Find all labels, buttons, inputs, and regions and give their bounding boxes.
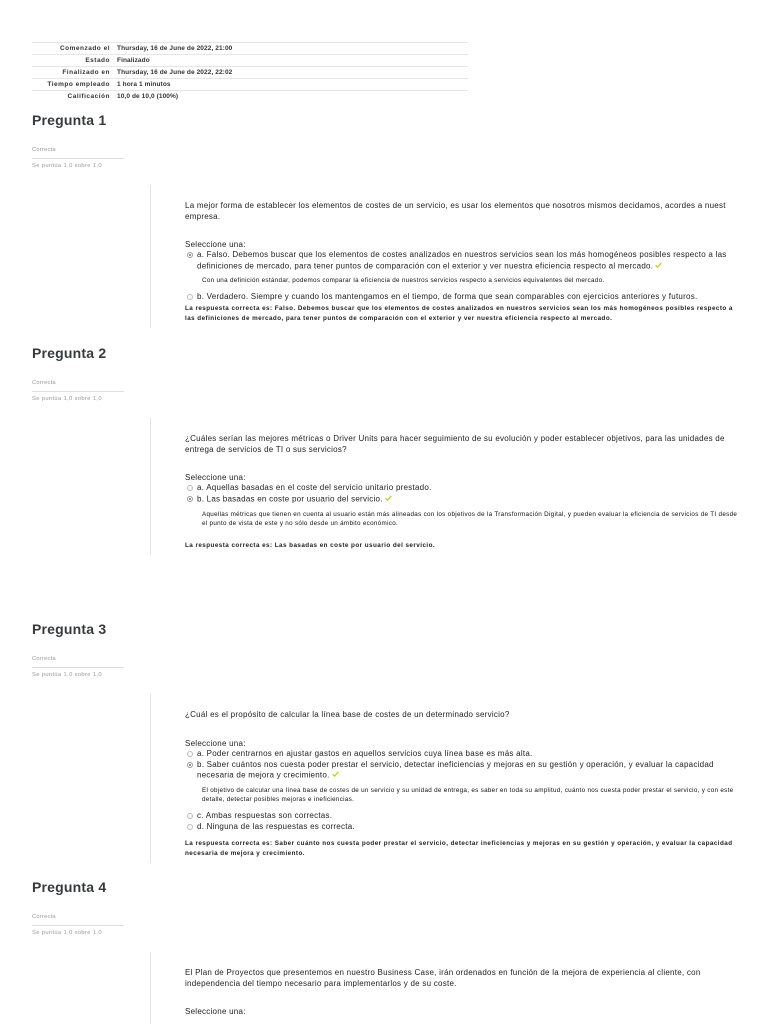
- right-answer: La respuesta correcta es: Saber cuánto nos cuesta poder prestar el servicio, detectar ineficiencias y mejoras en su gestión y operación, y evaluar la capacidad necesaria de mejora y crecimiento.: [185, 840, 733, 858]
- answer-prompt: Seleccione una:: [185, 1007, 246, 1016]
- option-feedback: El objetivo de calcular una línea base de costes de un servicio y su unidad de entrega, es saber en toda su amplitud, cuánto nos cuesta poder prestar el servicio, y con este detalle, detectar posibles mejoras e ineficiencias.: [202, 786, 734, 804]
- question-grade: Se puntúa 1,0 sobre 1,0: [32, 930, 102, 936]
- option-label-wrap: [197, 760, 742, 781]
- question-text: ¿Cuál es el propósito de calcular la línea base de costes de un determinado servicio?: [185, 710, 510, 719]
- question-content: [150, 694, 742, 863]
- option-label: b. Saber cuántos nos cuesta poder prestar el servicio, detectar ineficiencias y mejoras en su gestión y operación, y evaluar la capacidad necesaria de mejora y crecimiento.: [197, 759, 714, 780]
- option-a[interactable]: [185, 483, 742, 494]
- summary-row-finished: [32, 66, 468, 78]
- question-text: El Plan de Proyectos que presentemos en nuestro Business Case, irán ordenados en función de la mejora de experiencia al cliente, con independencia del tiempo necesario para implementarlos y de su coste.: [185, 968, 701, 988]
- summary-value: Thursday, 16 de June de 2022, 21:00: [117, 45, 233, 52]
- radio-button[interactable]: [187, 252, 193, 258]
- radio-button[interactable]: [187, 485, 193, 491]
- question-state: Correcta: [32, 914, 56, 920]
- summary-row-grade: [32, 90, 468, 102]
- option-b[interactable]: [185, 292, 742, 303]
- radio-button[interactable]: [187, 294, 193, 300]
- question-info-divider: [32, 391, 124, 392]
- question-grade: Se puntúa 1,0 sobre 1,0: [32, 672, 102, 678]
- radio-button[interactable]: [187, 824, 193, 830]
- question-heading: Pregunta 4: [32, 879, 107, 895]
- summary-value: Thursday, 16 de June de 2022, 22:02: [117, 69, 233, 76]
- radio-button[interactable]: [187, 813, 193, 819]
- question-content: [150, 185, 742, 328]
- option-label: c. Ambas respuestas son correctas.: [197, 810, 333, 820]
- summary-label: Comenzado el: [59, 45, 110, 52]
- option-label: a. Aquellas basadas en el coste del servicio unitario prestado.: [197, 483, 432, 492]
- summary-label: Tiempo empleado: [47, 81, 110, 88]
- question-grade: Se puntúa 1,0 sobre 1,0: [32, 163, 102, 169]
- check-icon: [385, 494, 392, 505]
- question-content: [150, 418, 742, 555]
- question-info-divider: [32, 925, 124, 926]
- option-c[interactable]: [185, 811, 742, 822]
- summary-row-time-taken: [32, 78, 468, 90]
- answer-prompt: Seleccione una:: [185, 473, 246, 482]
- right-answer: La respuesta correcta es: Falso. Debemos buscar que los elementos de costes analizados en nuestros servicios sean los más homogéneos posibles respecto a las definiciones de mercado, para tener puntos de comparación con el exterior y ver nuestra eficiencia respecto al mercado.: [185, 305, 733, 323]
- option-label: b. Las basadas en coste por usuario del servicio.: [197, 494, 383, 504]
- radio-button[interactable]: [187, 496, 193, 502]
- summary-value: Finalizado: [117, 57, 150, 64]
- option-label: a. Poder centrarnos en ajustar gastos en aquellos servicios cuya línea base es más alta.: [197, 748, 533, 758]
- summary-label: Estado: [85, 57, 110, 64]
- right-answer: La respuesta correcta es: Las basadas en coste por usuario del servicio.: [185, 541, 436, 549]
- summary-label: Finalizado en: [62, 69, 110, 76]
- question-content: [150, 952, 742, 1024]
- option-b[interactable]: [185, 494, 742, 505]
- question-grade: Se puntúa 1,0 sobre 1,0: [32, 396, 102, 402]
- radio-button[interactable]: [187, 751, 193, 757]
- question-state: Correcta: [32, 656, 56, 662]
- option-a[interactable]: [185, 749, 742, 760]
- radio-button[interactable]: [187, 762, 193, 768]
- summary-value: 1 hora 1 minutos: [117, 81, 171, 88]
- question-text: La mejor forma de establecer los elementos de costes de un servicio, es usar los elementos que nosotros mismos decidamos, acordes a nuest empresa.: [185, 201, 726, 221]
- option-label: a. Falso. Debemos buscar que los elementos de costes analizados en nuestros servicios sean los más homogéneos posibles respecto a las definiciones de mercado, para tener puntos de comparación con el exterior y ver nuestra eficiencia respecto al mercado.: [197, 250, 727, 270]
- option-label: b. Verdadero. Siempre y cuando los mantengamos en el tiempo, de forma que sean comparables con ejercicios anteriores y futuros.: [197, 291, 698, 301]
- question-info-divider: [32, 158, 124, 159]
- question-heading: Pregunta 1: [32, 112, 107, 128]
- summary-value: 10,0 de 10,0 (100%): [117, 93, 179, 100]
- answer-prompt: Seleccione una:: [185, 738, 246, 748]
- question-state: Correcta: [32, 147, 56, 153]
- option-d[interactable]: [185, 822, 742, 833]
- option-b[interactable]: [185, 760, 742, 781]
- question-heading: Pregunta 3: [32, 621, 107, 637]
- question-state: Correcta: [32, 380, 56, 386]
- question-heading: Pregunta 2: [32, 345, 107, 361]
- summary-row-started: [32, 42, 468, 54]
- option-a[interactable]: [185, 250, 742, 271]
- option-feedback: Con una definición estándar, podemos comparar la eficiencia de nuestros servicios respecto a servicios equivalentes del mercado.: [202, 277, 605, 285]
- check-icon: [655, 261, 662, 272]
- option-label-wrap: [197, 250, 742, 271]
- question-text: ¿Cuáles serían las mejores métricas o Driver Units para hacer seguimiento de su evolución y poder establecer objetivos, para las unidades de entrega de servicios de TI o sus servicios?: [185, 434, 725, 454]
- question-info-divider: [32, 667, 124, 668]
- summary-row-state: [32, 54, 468, 66]
- option-label: d. Ninguna de las respuestas es correcta.: [197, 821, 355, 831]
- option-feedback: Aquellas métricas que tienen en cuenta al usuario están más alineadas con los objetivos de la Transformación Digital, y pueden evaluar la eficiencia de servicios de TI desde el punto de vista de este y no sólo desde un ámbito económico.: [202, 510, 738, 528]
- answer-prompt: Seleccione una:: [185, 240, 246, 249]
- check-icon: [332, 770, 339, 781]
- option-label-wrap: [197, 494, 742, 505]
- attempt-summary-table: [32, 42, 468, 102]
- summary-label: Calificación: [67, 93, 110, 100]
